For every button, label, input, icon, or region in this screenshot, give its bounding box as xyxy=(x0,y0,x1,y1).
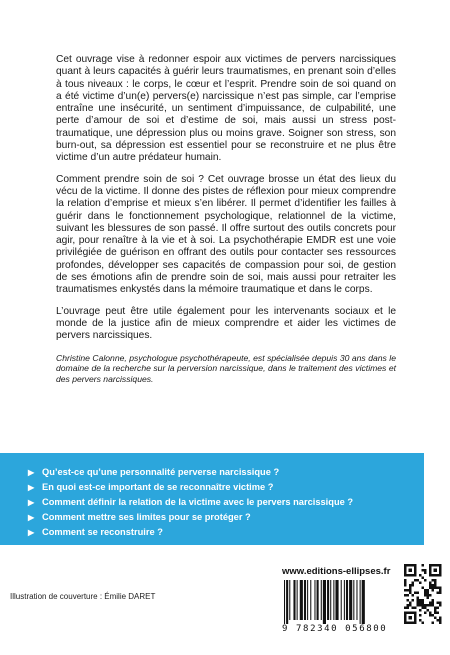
question-item: ▶ Comment mettre ses limites pour se protéger ? xyxy=(28,510,424,525)
arrow-right-icon: ▶ xyxy=(28,468,35,477)
barcode-digits: 9 782340 056800 xyxy=(282,624,388,634)
qr-code-icon xyxy=(404,564,442,626)
description-text xyxy=(56,54,396,393)
arrow-right-icon: ▶ xyxy=(28,528,35,537)
paragraph-3: L’ouvrage peut être utile également pour les intervenants sociaux et le monde de la justice afin de mieux comprendre et aider les victimes de pervers narcissiques. xyxy=(56,305,396,342)
publisher-website: www.editions-ellipses.fr xyxy=(282,566,391,577)
paragraph-2: Comment prendre soin de soi ? Cet ouvrage brosse un état des lieux du vécu de la victime. Il donne des pistes de réflexion pour mieux comprendre la relation d’emprise et mieux s’en libérer. Il permet d’identifier les failles à guérir dans le fonctionnement psychologique, relationnel de la victime, suivant les blessures de son passé. Il offre surtout des outils concrets pour agir, pour renaître à la vie et à soi. La psychothérapie EMDR est une voie privilégiée de guérison en offrant des outils pour contacter ses ressources profondes, développer ses capacités de compassion pour soi, de gestion de ses émotions afin de prendre soin de soi, mais aussi pour retraiter les traumatismes enkystés dans la mémoire traumatique et dans le corps. xyxy=(56,173,396,296)
question-item: ▶ Comment définir la relation de la victime avec le pervers narcissique ? xyxy=(28,495,424,510)
question-item: ▶ Qu’est-ce qu’une personnalité perverse narcissique ? xyxy=(28,465,424,480)
arrow-right-icon: ▶ xyxy=(28,483,35,492)
cover-illustration-credit: Illustration de couverture : Émilie DARET xyxy=(10,592,156,601)
arrow-right-icon: ▶ xyxy=(28,498,35,507)
question-item: ▶ En quoi est-ce important de se reconnaître victime ? xyxy=(28,480,424,495)
paragraph-1: Cet ouvrage vise à redonner espoir aux victimes de pervers narcissiques quant à leurs capacités à guérir leurs traumatismes, en prenant soin d’elles à tous niveaux : le corps, le cœur et l’esprit. Prendre soin de soi quand on a été victime d’un(e) pervers(e) narcissique n’est pas simple, car l’emprise entraîne une insécurité, un sentiment d’impuissance, de culpabilité, une perte d’amour de soi et d’estime de soi, mais aussi un stress post-traumatique, une dépression plus ou moins grave. Soigner son stress, son burn-out, sa dépression est essentiel pour se reconstruire et ne plus être victime d’un autre prédateur humain. xyxy=(56,54,396,164)
questions-band xyxy=(0,453,424,545)
barcode-icon xyxy=(282,580,398,624)
arrow-right-icon: ▶ xyxy=(28,513,35,522)
questions-list xyxy=(0,453,424,540)
question-item: ▶ Comment se reconstruire ? xyxy=(28,525,424,540)
author-bio: Christine Calonne, psychologue psychothérapeute, est spécialisée depuis 30 ans dans le domaine de la recherche sur la perversion narcissique, dans le traitement des victimes et des pervers narcissiques. xyxy=(56,352,396,384)
